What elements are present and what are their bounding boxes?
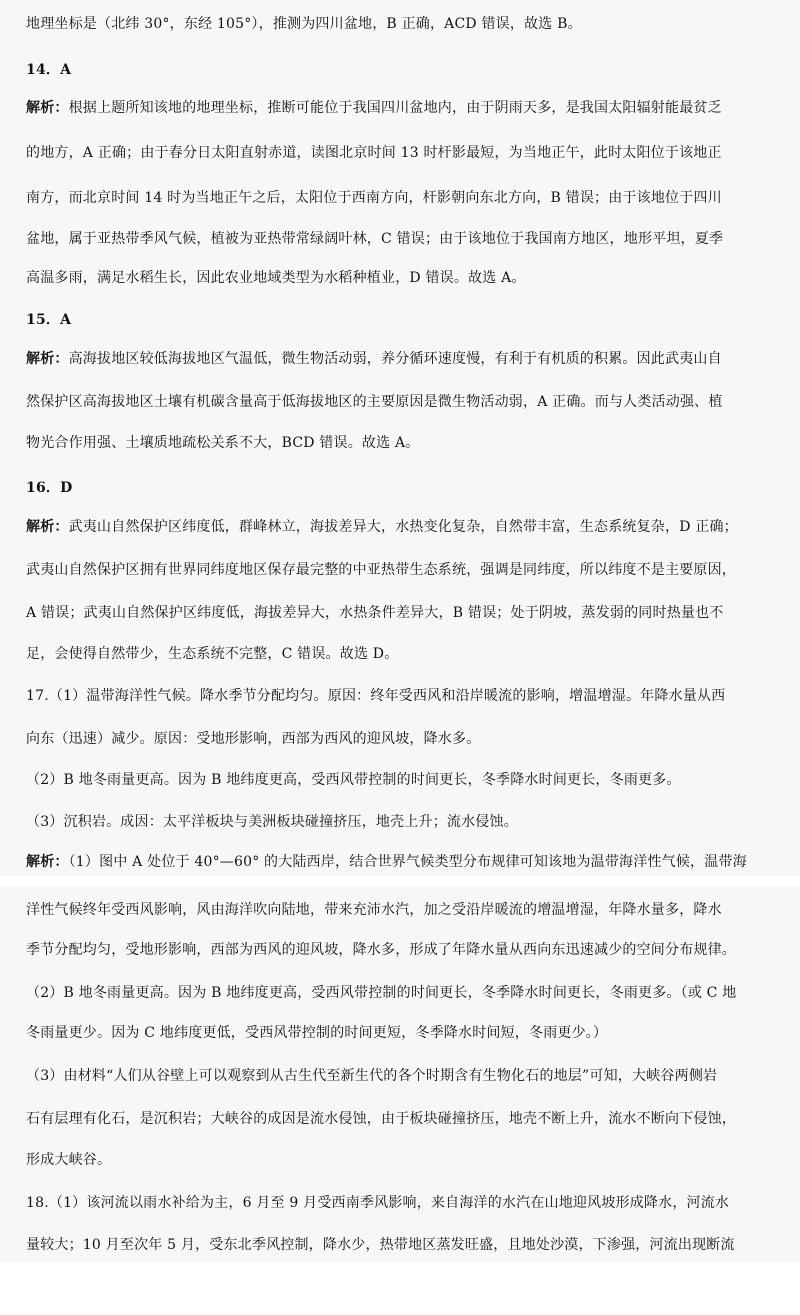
text-line: 向东（迅速）减少。原因：受地形影响，西部为西风的迎风坡，降水多。 xyxy=(26,731,481,747)
text-line: 洋性气候终年受西风影响，风由海洋吹向陆地，带来充沛水汽，加之受沿岸暖流的增温增湿，年降水量多，降水 xyxy=(26,902,722,918)
analysis-line: 解析：武夷山自然保护区纬度低，群峰林立，海拔差异大，水热变化复杂，自然带丰富，生态系统复杂，D 正确； xyxy=(26,519,738,535)
text-line: 南方，而北京时间 14 时为当地正午之后，太阳位于西南方向，杆影朝向东北方向，B 错误；由于该地位于四川 xyxy=(26,190,722,206)
text-line: 石有层理有化石，是沉积岩；大峡谷的成因是流水侵蚀，由于板块碰撞挤压，地壳不断上升，流水不断向下侵蚀， xyxy=(26,1111,736,1127)
analysis-label: 解析： xyxy=(26,854,69,870)
text-line: 物光合作用强、土壤质地疏松关系不大，BCD 错误。故选 A。 xyxy=(26,435,420,451)
question-number-14: 14．A xyxy=(26,62,72,78)
text-line: （2）B 地冬雨量更高。因为 B 地纬度更高，受西风带控制的时间更长，冬季降水时间更长，冬雨更多。 xyxy=(26,772,681,788)
text-line: 高温多雨，满足水稻生长，因此农业地域类型为水稻种植业，D 错误。故选 A。 xyxy=(26,270,526,286)
text-line: 冬雨量更少。因为 C 地纬度更低，受西风带控制的时间更短，冬季降水时间短，冬雨更少。） xyxy=(26,1025,608,1041)
question-number-16: 16．D xyxy=(26,480,73,496)
text-line: （3）沉积岩。成因：太平洋板块与美洲板块碰撞挤压，地壳上升；流水侵蚀。 xyxy=(26,814,518,830)
text-line: 的地方，A 正确；由于春分日太阳直射赤道，读图北京时间 13 时杆影最短，为当地正午，此时太阳位于该地正 xyxy=(26,145,722,161)
analysis-label: 解析： xyxy=(26,351,69,367)
analysis-line: 解析：根据上题所知该地的地理坐标，推断可能位于我国四川盆地内，由于阴雨天多，是我国太阳辐射能最贫乏 xyxy=(26,100,722,116)
text-line: 季节分配均匀，受地形影响，西部为西风的迎风坡，降水多，形成了年降水量从西向东迅速减少的空间分布规律。 xyxy=(26,942,736,958)
text-line: 然保护区高海拔地区土壤有机碳含量高于低海拔地区的主要原因是微生物活动弱，A 正确。而与人类活动强、植 xyxy=(26,394,723,410)
analysis-line: 解析：高海拔地区较低海拔地区气温低，微生物活动弱，养分循环速度慢，有利于有机质的积累。因此武夷山自 xyxy=(26,351,722,367)
text-line: （2）B 地冬雨量更高。因为 B 地纬度更高，受西风带控制的时间更长，冬季降水时间更长，冬雨更多。（或 C 地 xyxy=(26,985,737,1001)
text-line: 17.（1）温带海洋性气候。降水季节分配均匀。原因：终年受西风和沿岸暖流的影响，增温增湿。年降水量从西 xyxy=(26,688,726,704)
analysis-line: 解析：（1）图中 A 处位于 40°—60° 的大陆西岸，结合世界气候类型分布规律可知该地为温带海洋性气候，温带海 xyxy=(26,854,747,870)
text-line: 形成大峡谷。 xyxy=(26,1152,112,1168)
text-line: 足，会使得自然带少，生态系统不完整，C 错误。故选 D。 xyxy=(26,646,399,662)
analysis-label: 解析： xyxy=(26,519,69,535)
analysis-label: 解析： xyxy=(26,100,69,116)
text-line: 量较大；10 月至次年 5 月，受东北季风控制，降水少，热带地区蒸发旺盛，且地处沙漠，下渗强，河流出现断流 xyxy=(26,1237,735,1253)
text-line: （3）由材料“人们从谷壁上可以观察到从古生代至新生代的各个时期含有生物化石的地层”可知，大峡谷两侧岩 xyxy=(26,1068,718,1084)
text-line: 地理坐标是（北纬 30°，东经 105°），推测为四川盆地，B 正确，ACD 错误，故选 B。 xyxy=(26,16,582,32)
question-number-15: 15．A xyxy=(26,312,72,328)
text-line: 盆地，属于亚热带季风气候，植被为亚热带常绿阔叶林，C 错误；由于该地位于我国南方地区，地形平坦，夏季 xyxy=(26,231,724,247)
text-line: 18.（1）该河流以雨水补给为主，6 月至 9 月受西南季风影响，来自海洋的水汽在山地迎风坡形成降水，河流水 xyxy=(26,1195,730,1211)
text-line: 武夷山自然保护区拥有世界同纬度地区保存最完整的中亚热带生态系统，强调是同纬度，所以纬度不是主要原因， xyxy=(26,562,736,578)
text-line: A 错误；武夷山自然保护区纬度低，海拔差异大，水热条件差异大，B 错误；处于阴坡，蒸发弱的同时热量也不 xyxy=(26,605,724,621)
